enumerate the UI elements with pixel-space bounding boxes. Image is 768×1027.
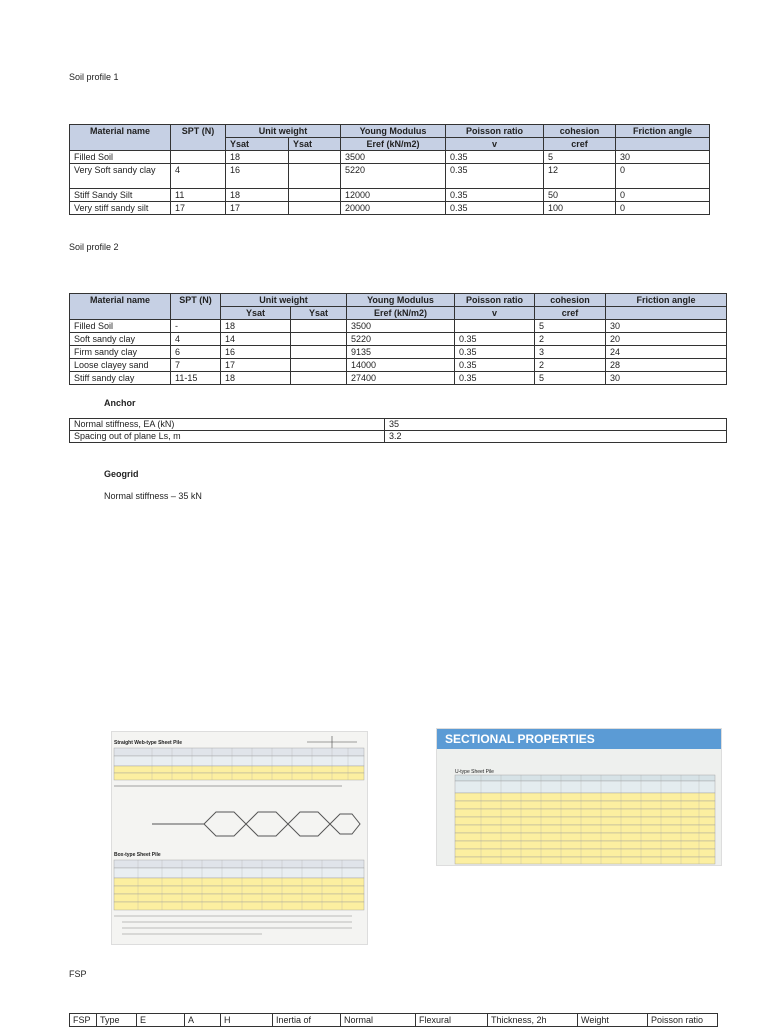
cell: 18 xyxy=(226,151,289,164)
cell: 0.35 xyxy=(455,359,535,372)
cell: 0.35 xyxy=(446,202,544,215)
header-cohesion: cohesion xyxy=(535,294,606,307)
cell: 14 xyxy=(221,333,291,346)
u-type-subtitle: U-type Sheet Pile xyxy=(455,769,494,775)
header-spt: SPT (N) xyxy=(171,294,221,320)
cell xyxy=(289,202,341,215)
table-row xyxy=(70,189,710,202)
cell: Soft sandy clay xyxy=(70,333,171,346)
cell: 24 xyxy=(606,346,727,359)
cell: 0.35 xyxy=(455,333,535,346)
cell: 0.35 xyxy=(455,372,535,385)
anchor-title: Anchor xyxy=(104,398,136,408)
straight-web-title: Straight Web-type Sheet Pile xyxy=(114,740,182,746)
subheader-ysat-2: Ysat xyxy=(291,307,347,320)
table-row xyxy=(70,333,727,346)
cell xyxy=(291,372,347,385)
u-type-table xyxy=(437,729,721,865)
header-weight: Weight xyxy=(578,1014,648,1027)
cell: Stiff Sandy Silt xyxy=(70,189,171,202)
cell xyxy=(291,346,347,359)
sheet-pile-image-left xyxy=(111,731,368,945)
cell: 4 xyxy=(171,333,221,346)
soil-profile-2-title: Soil profile 2 xyxy=(69,242,119,252)
soil-profile-2-table xyxy=(69,293,727,385)
header-spt: SPT (N) xyxy=(171,125,226,151)
cell xyxy=(171,151,226,164)
cell xyxy=(291,359,347,372)
header-poisson-ratio: Poisson ratio xyxy=(455,294,535,307)
header-young-modulus: Young Modulus xyxy=(341,125,446,138)
table-header-row xyxy=(70,1014,718,1027)
table-row xyxy=(70,372,727,385)
cell: 0.35 xyxy=(446,151,544,164)
cell: 11 xyxy=(171,189,226,202)
cell xyxy=(291,333,347,346)
cell: Firm sandy clay xyxy=(70,346,171,359)
cell: 4 xyxy=(171,164,226,189)
sectional-properties-banner: SECTIONAL PROPERTIES xyxy=(437,729,721,749)
cell: 18 xyxy=(221,320,291,333)
cell: 35 xyxy=(385,419,727,431)
cell xyxy=(289,164,341,189)
cell: 6 xyxy=(171,346,221,359)
header-material-name: Material name xyxy=(70,294,171,320)
subheader-empty xyxy=(616,138,710,151)
cell: 28 xyxy=(606,359,727,372)
cell: 17 xyxy=(226,202,289,215)
cell xyxy=(455,320,535,333)
cell: 50 xyxy=(544,189,616,202)
cell: 7 xyxy=(171,359,221,372)
cell: 3 xyxy=(535,346,606,359)
cell: 0.35 xyxy=(446,189,544,202)
fsp-title: FSP xyxy=(69,969,87,979)
box-type-title: Box-type Sheet Pile xyxy=(114,852,161,858)
header-friction-angle: Friction angle xyxy=(606,294,727,307)
cell: Spacing out of plane Ls, m xyxy=(70,431,385,443)
subheader-cref: cref xyxy=(535,307,606,320)
cell: 5220 xyxy=(347,333,455,346)
cell: 18 xyxy=(221,372,291,385)
header-h: H xyxy=(221,1014,273,1027)
subheader-ysat: Ysat xyxy=(221,307,291,320)
header-material-name: Material name xyxy=(70,125,171,151)
table-row xyxy=(70,346,727,359)
table-row xyxy=(70,359,727,372)
header-unit-weight: Unit weight xyxy=(226,125,341,138)
cell: 12 xyxy=(544,164,616,189)
cell: 16 xyxy=(221,346,291,359)
sectional-properties-image xyxy=(436,728,722,866)
cell: 20 xyxy=(606,333,727,346)
subheader-empty xyxy=(606,307,727,320)
cell: 30 xyxy=(606,372,727,385)
subheader-eref: Eref (kN/m2) xyxy=(347,307,455,320)
cell xyxy=(289,189,341,202)
table-row xyxy=(70,164,710,189)
cell xyxy=(291,320,347,333)
fsp-table xyxy=(69,1013,718,1027)
header-cohesion: cohesion xyxy=(544,125,616,138)
header-e: E xyxy=(137,1014,185,1027)
geogrid-title: Geogrid xyxy=(104,469,139,479)
header-unit-weight: Unit weight xyxy=(221,294,347,307)
soil-profile-1-table xyxy=(69,124,710,215)
header-flexural: Flexural xyxy=(416,1014,488,1027)
subheader-v: v xyxy=(455,307,535,320)
cell: 0.35 xyxy=(446,164,544,189)
cell: 16 xyxy=(226,164,289,189)
cell: 11-15 xyxy=(171,372,221,385)
cell: 9135 xyxy=(347,346,455,359)
header-fsp: FSP xyxy=(70,1014,97,1027)
cell: Loose clayey sand xyxy=(70,359,171,372)
cell: 3.2 xyxy=(385,431,727,443)
header-young-modulus: Young Modulus xyxy=(347,294,455,307)
header-poisson-ratio: Poisson ratio xyxy=(648,1014,718,1027)
cell: 5 xyxy=(535,372,606,385)
header-friction-angle: Friction angle xyxy=(616,125,710,138)
cell: Filled Soil xyxy=(70,151,171,164)
table-row xyxy=(70,431,727,443)
cell: Very stiff sandy silt xyxy=(70,202,171,215)
cell: 2 xyxy=(535,333,606,346)
soil-profile-1-title: Soil profile 1 xyxy=(69,72,119,82)
table-row xyxy=(70,320,727,333)
subheader-ysat: Ysat xyxy=(226,138,289,151)
header-thickness: Thickness, 2h xyxy=(488,1014,578,1027)
subheader-ysat-2: Ysat xyxy=(289,138,341,151)
cell: Very Soft sandy clay xyxy=(70,164,171,189)
header-inertia: Inertia of xyxy=(273,1014,341,1027)
header-a: A xyxy=(185,1014,221,1027)
cell: 18 xyxy=(226,189,289,202)
table-row xyxy=(70,202,710,215)
header-type: Type xyxy=(97,1014,137,1027)
cell: 12000 xyxy=(341,189,446,202)
cell: Stiff sandy clay xyxy=(70,372,171,385)
cell: 3500 xyxy=(341,151,446,164)
cell: 30 xyxy=(606,320,727,333)
cell: 5 xyxy=(535,320,606,333)
header-normal: Normal xyxy=(341,1014,416,1027)
table-row xyxy=(70,151,710,164)
table-row xyxy=(70,419,727,431)
cell: Filled Soil xyxy=(70,320,171,333)
cell: 0 xyxy=(616,164,710,189)
cell: 5220 xyxy=(341,164,446,189)
cell: 17 xyxy=(221,359,291,372)
cell: 14000 xyxy=(347,359,455,372)
cell: 0.35 xyxy=(455,346,535,359)
sheet-pile-diagram xyxy=(112,732,367,944)
header-poisson-ratio: Poisson ratio xyxy=(446,125,544,138)
cell: 0 xyxy=(616,189,710,202)
cell: 0 xyxy=(616,202,710,215)
cell: 20000 xyxy=(341,202,446,215)
cell: 100 xyxy=(544,202,616,215)
cell: - xyxy=(171,320,221,333)
cell: 30 xyxy=(616,151,710,164)
subheader-cref: cref xyxy=(544,138,616,151)
subheader-v: v xyxy=(446,138,544,151)
cell: Normal stiffness, EA (kN) xyxy=(70,419,385,431)
cell xyxy=(289,151,341,164)
subheader-eref: Eref (kN/m2) xyxy=(341,138,446,151)
cell: 3500 xyxy=(347,320,455,333)
cell: 27400 xyxy=(347,372,455,385)
cell: 17 xyxy=(171,202,226,215)
cell: 5 xyxy=(544,151,616,164)
cell: 2 xyxy=(535,359,606,372)
geogrid-text: Normal stiffness – 35 kN xyxy=(104,491,202,501)
anchor-table xyxy=(69,418,727,443)
